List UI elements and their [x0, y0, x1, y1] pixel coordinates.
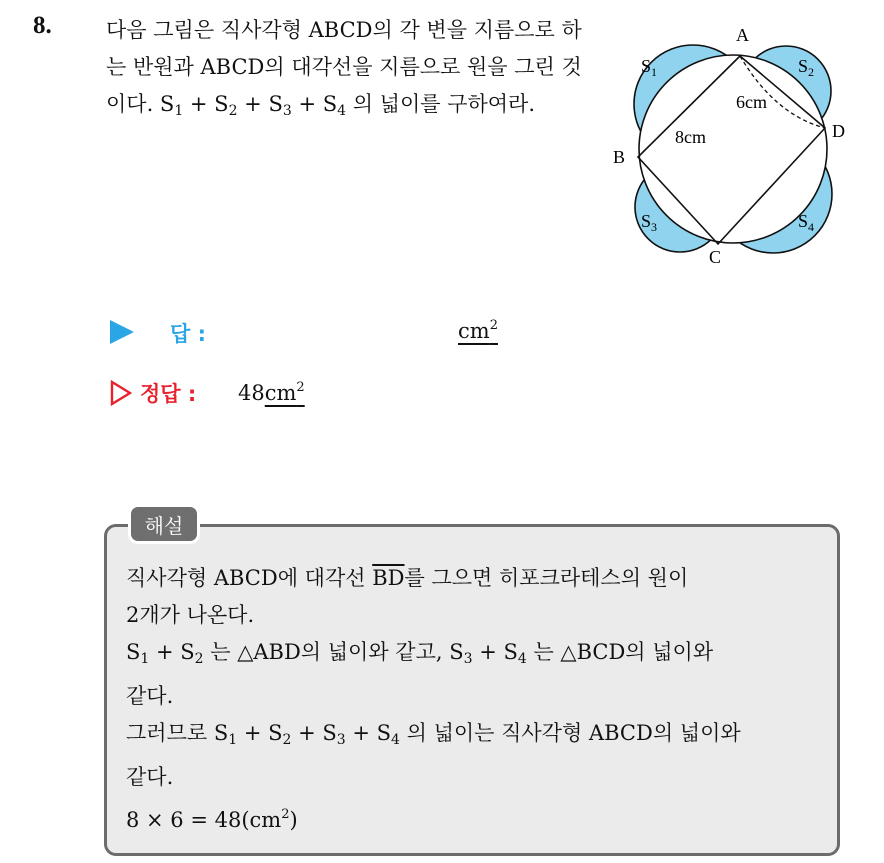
explanation-line-5-s4: 4	[391, 732, 400, 748]
explanation-line-3-a: S	[126, 640, 141, 664]
segment-bd: $\overline{BD}$	[372, 566, 405, 590]
label-d: D	[832, 121, 845, 141]
explanation-line-7-a: 8 × 6 = 48(cm	[126, 808, 282, 832]
label-c: C	[709, 247, 722, 267]
answer-unit	[458, 318, 498, 343]
explanation-line-3-d: + S	[472, 640, 518, 664]
explanation-line-3-s4: 4	[517, 651, 527, 667]
explanation-line-1	[126, 560, 826, 597]
explanation-line-4: 같다.	[126, 684, 174, 708]
explanation-line-3-b: + S	[149, 640, 195, 664]
explanation-line-3-s1: 1	[140, 651, 150, 667]
label-length-8cm: 8cm	[675, 127, 706, 147]
explanation-line-7-b: )	[289, 808, 298, 832]
correct-answer-row	[110, 378, 530, 412]
explanation-line-5	[126, 715, 826, 759]
question-plus3: + S	[291, 92, 338, 116]
correct-answer-unit-sup: 2	[296, 380, 305, 395]
label-s4: $S_4$	[798, 211, 815, 234]
label-length-6cm: 6cm	[736, 92, 767, 112]
explanation-line-5-s3: 3	[336, 732, 346, 748]
correct-answer-number: 48	[238, 381, 265, 405]
explanation-line-5-c: + S	[291, 721, 337, 745]
label-b: B	[613, 147, 626, 167]
explanation-line-5-s1: 1	[228, 732, 238, 748]
explanation-line-5-d: + S	[345, 721, 392, 745]
answer-unit-sup: 2	[489, 318, 498, 333]
question-text-main: 다음 그림은 직사각형 ABCD의 각 변을 지름으로 하는 반원과 ABCD의 대각선을 지름으로 원을 그린 것이다. S	[106, 18, 582, 116]
explanation-line-6: 같다.	[126, 765, 174, 789]
explanation-line-5-s2: 2	[282, 732, 292, 748]
explanation-line-3-e: 는 △BCD의 넓이와	[526, 640, 714, 664]
question-s4-sub: 4	[337, 103, 347, 119]
explanation-tag: 해설	[128, 504, 200, 544]
explanation-line-3-c: 는 △ABD의 넓이와 같고, S	[203, 640, 464, 664]
correct-answer-value	[238, 380, 305, 405]
explanation-line-5-e: 의 넓이는 직사각형 ABCD의 넓이와	[399, 721, 741, 745]
question-s1-sub: 1	[174, 103, 184, 119]
question-text	[106, 12, 586, 130]
correct-answer-unit	[265, 381, 305, 405]
explanation-body	[126, 560, 826, 839]
correct-answer-unit-text: cm	[264, 381, 297, 405]
explanation-line-1-b: 를 그으면 히포크라테스의 원이	[404, 566, 689, 590]
question-number: 8.	[33, 12, 52, 39]
explanation-line-5-a: 그러므로 S	[126, 721, 229, 745]
answer-row	[110, 316, 530, 350]
question-s3-sub: 3	[282, 103, 292, 119]
outline-triangle-icon	[110, 380, 132, 406]
question-text-end: 의 넓이를 구하여라.	[346, 92, 536, 116]
explanation-line-3	[126, 634, 826, 678]
label-a: A	[736, 25, 749, 45]
explanation-line-3-s2: 2	[194, 651, 204, 667]
label-s2: $S_2$	[798, 56, 815, 79]
geometry-figure	[605, 20, 855, 270]
answer-unit-text: cm	[458, 319, 490, 343]
explanation-line-2: 2개가 나온다.	[126, 603, 255, 627]
explanation-line-1-a: 직사각형 ABCD에 대각선	[126, 566, 373, 590]
play-triangle-icon	[110, 320, 134, 344]
explanation-line-7-sup: 2	[281, 807, 290, 822]
question-plus2: + S	[237, 92, 283, 116]
label-s3: $S_3$	[641, 211, 658, 234]
correct-answer-label: 정답 :	[140, 382, 197, 406]
explanation-line-7	[126, 796, 826, 839]
label-s1: $S_1$	[641, 56, 658, 79]
explanation-line-3-s3: 3	[463, 651, 473, 667]
question-s2-sub: 2	[228, 103, 238, 119]
answer-label: 답 :	[170, 322, 206, 346]
explanation-line-5-b: + S	[237, 721, 283, 745]
question-plus1: + S	[183, 92, 229, 116]
